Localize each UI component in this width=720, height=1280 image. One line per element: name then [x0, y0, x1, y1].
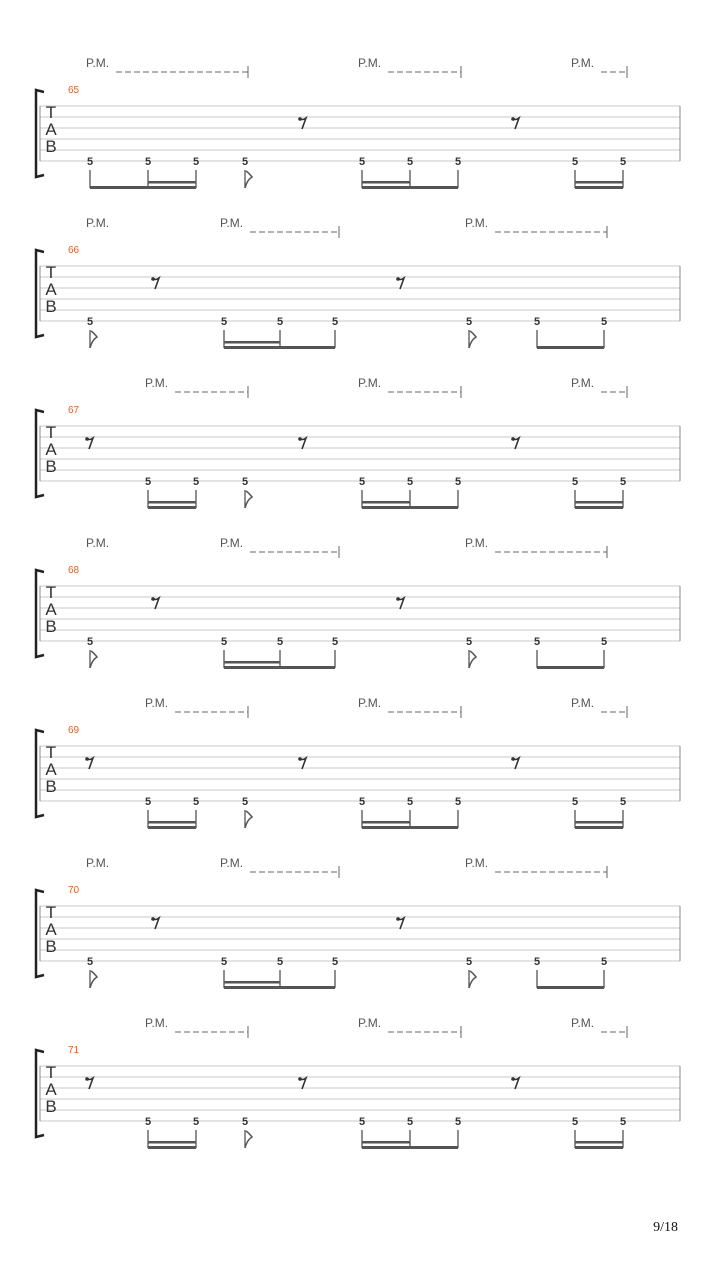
- sixteenth-beam: [148, 1141, 196, 1144]
- tab-system: [36, 376, 680, 509]
- sixteenth-beam: [575, 1141, 623, 1144]
- sixteenth-beam: [224, 341, 280, 344]
- fret-number: 5: [86, 956, 94, 968]
- fret-number: 5: [241, 796, 249, 808]
- measure-number: 71: [68, 1045, 80, 1056]
- fret-number: 5: [600, 636, 608, 648]
- fret-number: 5: [571, 156, 579, 168]
- beam: [362, 826, 458, 829]
- beam: [537, 986, 604, 989]
- palm-mute-label: P.M.: [358, 696, 382, 710]
- fret-number: 5: [619, 1116, 627, 1128]
- palm-mute-label: P.M.: [220, 856, 244, 870]
- tab-clef-letter: A: [45, 1080, 57, 1099]
- fret-number: 5: [619, 156, 627, 168]
- note-flag: [90, 651, 97, 668]
- fret-number: 5: [358, 156, 366, 168]
- tab-clef-letter: B: [45, 777, 57, 796]
- tab-clef-letter: B: [45, 137, 57, 156]
- tab-clef-letter: A: [45, 920, 57, 939]
- beam: [575, 186, 623, 189]
- sixteenth-beam: [362, 501, 410, 504]
- eighth-rest-dot: [511, 1077, 515, 1081]
- tab-system: [36, 696, 680, 829]
- fret-number: 5: [192, 796, 200, 808]
- palm-mute-label: P.M.: [571, 376, 595, 390]
- eighth-rest-dot: [85, 437, 89, 441]
- beam: [148, 826, 196, 829]
- tab-clef-letter: B: [45, 297, 57, 316]
- fret-number: 5: [406, 156, 414, 168]
- beam: [575, 1146, 623, 1149]
- tab-clef-letter: B: [45, 937, 57, 956]
- eighth-rest-dot: [396, 597, 400, 601]
- palm-mute-label: P.M.: [571, 56, 595, 70]
- note-flag: [90, 331, 97, 348]
- note-flag: [469, 331, 476, 348]
- beam: [537, 666, 604, 669]
- tab-clef-letter: T: [45, 423, 57, 442]
- fret-number: 5: [619, 476, 627, 488]
- measure-number: 70: [68, 885, 80, 896]
- tab-clef-letter: T: [45, 263, 57, 282]
- fret-number: 5: [533, 316, 541, 328]
- fret-number: 5: [600, 316, 608, 328]
- tab-system: [36, 856, 680, 989]
- fret-number: 5: [192, 156, 200, 168]
- eighth-rest-dot: [511, 437, 515, 441]
- beam: [148, 1146, 196, 1149]
- fret-number: 5: [276, 636, 284, 648]
- tab-clef-letter: B: [45, 1097, 57, 1116]
- tab-clef-letter: A: [45, 120, 57, 139]
- note-flag: [245, 491, 252, 508]
- eighth-rest-dot: [511, 757, 515, 761]
- tab-system: [36, 1016, 680, 1149]
- fret-number: 5: [600, 956, 608, 968]
- beam: [224, 666, 335, 669]
- fret-number: 5: [144, 796, 152, 808]
- palm-mute-label: P.M.: [465, 216, 489, 230]
- beam: [575, 826, 623, 829]
- fret-number: 5: [406, 1116, 414, 1128]
- fret-number: 5: [241, 476, 249, 488]
- palm-mute-label: P.M.: [465, 536, 489, 550]
- fret-number: 5: [86, 156, 94, 168]
- sixteenth-beam: [148, 181, 196, 184]
- fret-number: 5: [406, 476, 414, 488]
- fret-number: 5: [86, 316, 94, 328]
- eighth-rest-dot: [298, 117, 302, 121]
- sixteenth-beam: [224, 661, 280, 664]
- fret-number: 5: [571, 796, 579, 808]
- eighth-rest-dot: [511, 117, 515, 121]
- tab-clef-letter: A: [45, 760, 57, 779]
- eighth-rest-dot: [151, 917, 155, 921]
- eighth-rest-dot: [85, 1077, 89, 1081]
- note-flag: [245, 171, 252, 188]
- tab-clef-letter: T: [45, 743, 57, 762]
- eighth-rest-dot: [298, 757, 302, 761]
- eighth-rest-dot: [396, 917, 400, 921]
- eighth-rest-dot: [396, 277, 400, 281]
- eighth-rest-dot: [298, 1077, 302, 1081]
- palm-mute-label: P.M.: [358, 376, 382, 390]
- fret-number: 5: [144, 156, 152, 168]
- fret-number: 5: [241, 156, 249, 168]
- fret-number: 5: [465, 956, 473, 968]
- fret-number: 5: [144, 1116, 152, 1128]
- fret-number: 5: [454, 796, 462, 808]
- tab-clef-letter: T: [45, 583, 57, 602]
- sixteenth-beam: [148, 501, 196, 504]
- beam: [537, 346, 604, 349]
- palm-mute-label: P.M.: [220, 216, 244, 230]
- tab-clef-letter: B: [45, 457, 57, 476]
- fret-number: 5: [358, 1116, 366, 1128]
- fret-number: 5: [192, 476, 200, 488]
- fret-number: 5: [331, 956, 339, 968]
- tab-clef-letter: A: [45, 440, 57, 459]
- eighth-rest-dot: [151, 597, 155, 601]
- note-flag: [90, 971, 97, 988]
- note-flag: [245, 811, 252, 828]
- tab-clef-letter: T: [45, 1063, 57, 1082]
- palm-mute-label: P.M.: [145, 1016, 169, 1030]
- tab-system: [36, 536, 680, 669]
- fret-number: 5: [220, 316, 228, 328]
- palm-mute-label: P.M.: [571, 696, 595, 710]
- fret-number: 5: [144, 476, 152, 488]
- palm-mute-label: P.M.: [145, 696, 169, 710]
- eighth-rest-dot: [85, 757, 89, 761]
- palm-mute-label: P.M.: [571, 1016, 595, 1030]
- sixteenth-beam: [148, 821, 196, 824]
- beam: [362, 186, 458, 189]
- tab-clef-letter: T: [45, 103, 57, 122]
- fret-number: 5: [454, 156, 462, 168]
- palm-mute-label: P.M.: [86, 216, 110, 230]
- note-flag: [245, 1131, 252, 1148]
- fret-number: 5: [220, 636, 228, 648]
- palm-mute-label: P.M.: [465, 856, 489, 870]
- measure-number: 66: [68, 245, 80, 256]
- palm-mute-label: P.M.: [220, 536, 244, 550]
- beam: [224, 346, 335, 349]
- sixteenth-beam: [575, 501, 623, 504]
- palm-mute-label: P.M.: [86, 536, 110, 550]
- fret-number: 5: [571, 476, 579, 488]
- tab-clef-letter: A: [45, 280, 57, 299]
- tab-clef-letter: T: [45, 903, 57, 922]
- fret-number: 5: [454, 476, 462, 488]
- fret-number: 5: [276, 316, 284, 328]
- fret-number: 5: [241, 1116, 249, 1128]
- beam: [362, 506, 458, 509]
- fret-number: 5: [276, 956, 284, 968]
- eighth-rest-dot: [298, 437, 302, 441]
- sixteenth-beam: [362, 821, 410, 824]
- fret-number: 5: [465, 636, 473, 648]
- fret-number: 5: [192, 1116, 200, 1128]
- tab-system: [36, 56, 680, 189]
- beam: [148, 506, 196, 509]
- palm-mute-label: P.M.: [358, 1016, 382, 1030]
- palm-mute-label: P.M.: [358, 56, 382, 70]
- fret-number: 5: [406, 796, 414, 808]
- fret-number: 5: [533, 956, 541, 968]
- measure-number: 67: [68, 405, 80, 416]
- tab-clef-letter: A: [45, 600, 57, 619]
- measure-number: 68: [68, 565, 80, 576]
- fret-number: 5: [619, 796, 627, 808]
- measure-number: 65: [68, 85, 80, 96]
- note-flag: [469, 651, 476, 668]
- sixteenth-beam: [575, 181, 623, 184]
- palm-mute-label: P.M.: [86, 56, 110, 70]
- fret-number: 5: [465, 316, 473, 328]
- beam: [362, 1146, 458, 1149]
- beam: [224, 986, 335, 989]
- fret-number: 5: [358, 796, 366, 808]
- sixteenth-beam: [224, 981, 280, 984]
- page-number: 9/18: [653, 1220, 678, 1235]
- tab-system: [36, 216, 680, 349]
- tab-clef-letter: B: [45, 617, 57, 636]
- fret-number: 5: [533, 636, 541, 648]
- palm-mute-label: P.M.: [86, 856, 110, 870]
- fret-number: 5: [358, 476, 366, 488]
- palm-mute-label: P.M.: [145, 376, 169, 390]
- fret-number: 5: [86, 636, 94, 648]
- fret-number: 5: [571, 1116, 579, 1128]
- measure-number: 69: [68, 725, 80, 736]
- beam: [90, 186, 196, 189]
- sixteenth-beam: [362, 1141, 410, 1144]
- fret-number: 5: [454, 1116, 462, 1128]
- beam: [575, 506, 623, 509]
- fret-number: 5: [331, 316, 339, 328]
- fret-number: 5: [331, 636, 339, 648]
- note-flag: [469, 971, 476, 988]
- sixteenth-beam: [575, 821, 623, 824]
- sixteenth-beam: [362, 181, 410, 184]
- eighth-rest-dot: [151, 277, 155, 281]
- fret-number: 5: [220, 956, 228, 968]
